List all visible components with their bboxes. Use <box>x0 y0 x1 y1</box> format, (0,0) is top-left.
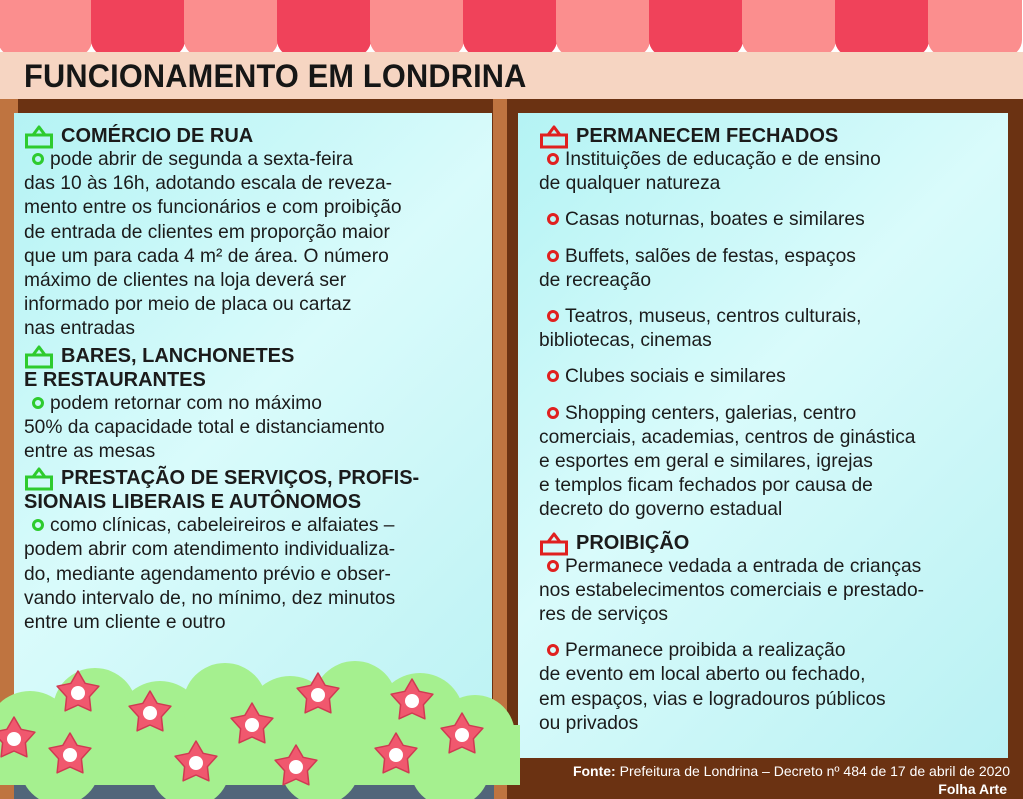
list-item-line: Instituições de educação e de ensino <box>565 149 881 170</box>
list-item <box>539 555 1005 628</box>
awning-stripe <box>91 0 185 56</box>
section-heading <box>539 531 1005 555</box>
list-item-line: Teatros, museus, centros culturais, <box>565 306 862 328</box>
awning-stripe <box>928 0 1022 56</box>
list-item <box>539 245 1005 293</box>
section-heading-line: BARES, LANCHONETES <box>61 344 295 367</box>
bullet-icon <box>547 407 559 419</box>
awning-stripe <box>370 0 464 56</box>
section-heading-line: PROIBIÇÃO <box>576 531 690 554</box>
list-item-line: mento entre os funcionários e com proibição <box>24 197 402 219</box>
list-item-line: informado por meio de placa ou cartaz <box>24 294 352 316</box>
spacer <box>539 196 1005 208</box>
section-heading <box>539 124 1005 148</box>
section-heading <box>24 124 486 148</box>
awning <box>0 0 1023 60</box>
section-heading <box>24 344 486 392</box>
bullet-icon <box>32 397 44 409</box>
list-item-line: decreto do governo estadual <box>539 499 783 521</box>
spacer <box>539 627 1005 639</box>
list-item-line: comerciais, academias, centros de ginástica <box>539 426 916 448</box>
list-item-line: Permanece proibida a realização <box>565 640 846 662</box>
list-item <box>539 639 1005 736</box>
list-item-line: nos estabelecimentos comerciais e prestado- <box>539 579 925 601</box>
section-heading-line: SIONAIS LIBERAIS E AUTÔNOMOS <box>24 491 362 514</box>
right-column <box>539 124 1005 736</box>
list-item-line: Buffets, salões de festas, espaços <box>565 245 856 267</box>
list-item <box>539 208 1005 232</box>
list-item-line: entre as mesas <box>24 441 156 463</box>
bullet-icon <box>547 310 559 322</box>
list-item-line: de evento em local aberto ou fechado, <box>539 664 866 686</box>
awning-stripe <box>463 0 557 56</box>
section-heading-line: COMÉRCIO DE RUA <box>61 125 254 147</box>
awning-stripe <box>184 0 278 56</box>
bullet-icon <box>547 250 559 262</box>
list-item-line: de qualquer natureza <box>539 173 721 195</box>
list-item-line: Permanece vedada a entrada de crianças <box>565 555 922 577</box>
flower-bushes <box>0 655 520 799</box>
spacer <box>539 353 1005 365</box>
list-item <box>539 148 1005 196</box>
shopping-bag-icon <box>24 344 54 370</box>
list-item-line: ou privados <box>539 712 639 734</box>
awning-stripe <box>649 0 743 56</box>
section-heading-line: E RESTAURANTES <box>24 368 206 391</box>
shopping-bag-icon <box>539 531 569 557</box>
list-item-line: entre um cliente e outro <box>24 612 226 634</box>
list-item-line: 50% da capacidade total e distanciamento <box>24 416 385 438</box>
page-title: FUNCIONAMENTO EM LONDRINA <box>24 58 527 94</box>
list-item-line: Clubes sociais e similares <box>565 366 786 388</box>
shopping-bag-icon <box>24 124 54 150</box>
spacer <box>539 293 1005 305</box>
list-item <box>24 514 486 635</box>
awning-stripe <box>0 0 92 56</box>
list-item <box>24 392 486 465</box>
list-item-line: podem retornar com no máximo <box>50 392 322 414</box>
list-item-line: máximo de clientes na loja deverá ser <box>24 270 347 292</box>
bullet-icon <box>547 644 559 656</box>
left-column <box>24 124 486 635</box>
list-item <box>539 402 1005 523</box>
shopping-bag-icon <box>24 466 54 492</box>
awning-stripe <box>556 0 650 56</box>
list-item-line: de recreação <box>539 269 651 291</box>
list-item-line: podem abrir com atendimento individualiza- <box>24 539 396 561</box>
list-item-line: como clínicas, cabeleireiros e alfaiates – <box>50 515 395 537</box>
list-item-line: nas entradas <box>24 318 135 340</box>
bullet-icon <box>547 153 559 165</box>
awning-stripe <box>277 0 371 56</box>
list-item-line: das 10 às 16h, adotando escala de reveza- <box>24 173 393 195</box>
list-item <box>539 305 1005 353</box>
source-text: Prefeitura de Londrina – Decreto nº 484 de 17 de abril de 2020 <box>619 763 1010 779</box>
awning-stripe <box>742 0 836 56</box>
list-item <box>539 365 1005 389</box>
bullet-icon <box>547 370 559 382</box>
awning-stripe <box>835 0 929 56</box>
section-heading-line: PERMANECEM FECHADOS <box>576 125 839 147</box>
shopping-bag-icon <box>539 124 569 150</box>
list-item-line: vando intervalo de, no mínimo, dez minutos <box>24 587 396 609</box>
list-item-line: bibliotecas, cinemas <box>539 330 712 352</box>
list-item <box>24 148 486 342</box>
list-item-line: em espaços, vias e logradouros públicos <box>539 688 886 710</box>
bullet-icon <box>547 213 559 225</box>
list-item-line: do, mediante agendamento prévio e obser- <box>24 563 391 585</box>
list-item-line: pode abrir de segunda a sexta-feira <box>50 149 353 170</box>
source-label: Fonte: <box>572 763 616 779</box>
bullet-icon <box>32 153 44 165</box>
credit: Folha Arte <box>938 781 1007 797</box>
list-item-line: res de serviços <box>539 604 669 626</box>
list-item-line: Shopping centers, galerias, centro <box>565 402 857 424</box>
spacer <box>539 233 1005 245</box>
list-item-line: e esportes em geral e similares, igrejas <box>539 451 873 473</box>
section-heading <box>24 466 486 514</box>
section-heading-line: PRESTAÇÃO DE SERVIÇOS, PROFIS- <box>61 467 420 490</box>
list-item-line: de entrada de clientes em proporção maior <box>24 221 390 243</box>
bullet-icon <box>547 560 559 572</box>
bullet-icon <box>32 519 44 531</box>
list-item-line: Casas noturnas, boates e similares <box>565 209 865 231</box>
list-item-line: que um para cada 4 m² de área. O número <box>24 245 389 267</box>
spacer <box>539 390 1005 402</box>
source-note <box>520 762 1010 780</box>
list-item-line: e templos ficam fechados por causa de <box>539 475 873 497</box>
